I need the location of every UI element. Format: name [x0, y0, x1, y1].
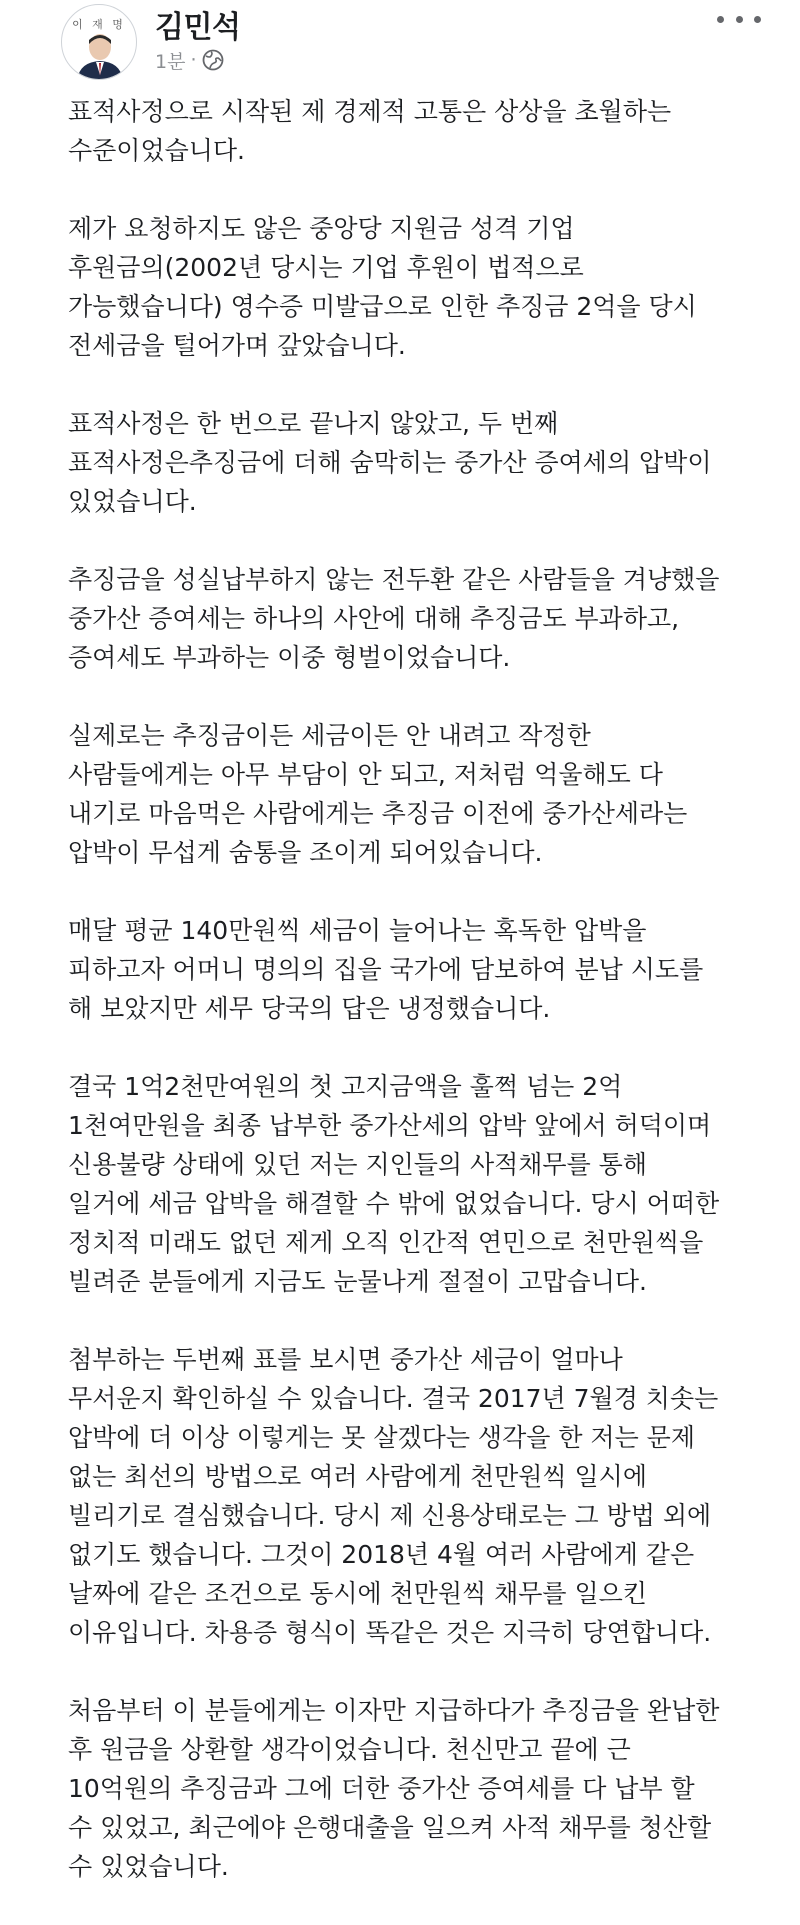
post-paragraph	[68, 404, 768, 521]
post-body	[68, 92, 768, 1925]
post-paragraph	[68, 560, 768, 677]
paragraph-line: 무서운지 확인하실 수 있습니다. 결국 2017년 7월경 치솟는	[68, 1384, 719, 1413]
paragraph-line: 제가 요청하지도 않은 중앙당 지원금 성격 기업	[68, 214, 575, 243]
paragraph-line: 중가산 증여세는 하나의 사안에 대해 추징금도 부과하고,	[68, 604, 680, 633]
paragraph-line: 첨부하는 두번째 표를 보시면 중가산 세금이 얼마나	[68, 1345, 623, 1374]
post-meta	[155, 47, 224, 73]
paragraph-line: 압박이 무섭게 숨통을 조이게 되어있습니다.	[68, 838, 543, 867]
paragraph-line: 결국 1억2천만여원의 첫 고지금액을 훌쩍 넘는 2억	[68, 1072, 623, 1101]
globe-icon[interactable]	[202, 49, 224, 71]
post-paragraph	[68, 911, 768, 1028]
paragraph-line: 10억원의 추징금과 그에 더한 중가산 증여세를 다 납부 할	[68, 1774, 695, 1803]
post-paragraph	[68, 209, 768, 365]
paragraph-line: 1천여만원을 최종 납부한 중가산세의 압박 앞에서 허덕이며	[68, 1111, 712, 1140]
paragraph-line: 처음부터 이 분들에게는 이자만 지급하다가 추징금을 완납한	[68, 1696, 720, 1725]
paragraph-line: 일거에 세금 압박을 해결할 수 밖에 없었습니다. 당시 어떠한	[68, 1189, 720, 1218]
paragraph-line: 내기로 마음먹은 사람에게는 추징금 이전에 중가산세라는	[68, 799, 688, 828]
paragraph-line: 날짜에 같은 조건으로 동시에 천만원씩 채무를 일으킨	[68, 1579, 647, 1608]
post-header	[0, 0, 800, 78]
paragraph-line: 수 있었고, 최근에야 은행대출을 일으켜 사적 채무를 청산할	[68, 1813, 712, 1842]
paragraph-line: 없는 최선의 방법으로 여러 사람에게 천만원씩 일시에	[68, 1462, 647, 1491]
paragraph-line: 이유입니다. 차용증 형식이 똑같은 것은 지극히 당연합니다.	[68, 1618, 712, 1647]
paragraph-line: 전세금을 털어가며 갚았습니다.	[68, 331, 406, 360]
profile-photo	[75, 31, 125, 80]
post-paragraph	[68, 1340, 768, 1652]
author-name[interactable]: 김민석	[155, 10, 241, 45]
paragraph-line: 해 보았지만 세무 당국의 답은 냉정했습니다.	[68, 994, 551, 1023]
paragraph-line: 신용불량 상태에 있던 저는 지인들의 사적채무를 통해	[68, 1150, 647, 1179]
paragraph-line: 수준이었습니다.	[68, 136, 245, 165]
paragraph-line: 가능했습니다) 영수증 미발급으로 인한 추징금 2억을 당시	[68, 292, 697, 321]
avatar-caption: 이 재 명	[72, 18, 126, 31]
paragraph-line: 실제로는 추징금이든 세금이든 안 내려고 작정한	[68, 721, 591, 750]
paragraph-line: 사람들에게는 아무 부담이 안 되고, 저처럼 억울해도 다	[68, 760, 663, 789]
more-options-icon[interactable]	[717, 8, 761, 30]
paragraph-line: 표적사정은 한 번으로 끝나지 않았고, 두 번째	[68, 409, 559, 438]
paragraph-line: 증여세도 부과하는 이중 형벌이었습니다.	[68, 643, 511, 672]
paragraph-line: 표적사정으로 시작된 제 경제적 고통은 상상을 초월하는	[68, 97, 672, 126]
post-paragraph	[68, 92, 768, 170]
paragraph-line: 있었습니다.	[68, 487, 197, 516]
post-paragraph	[68, 1691, 768, 1886]
paragraph-line: 정치적 미래도 없던 제게 오직 인간적 연민으로 천만원씩을	[68, 1228, 704, 1257]
paragraph-line: 빌려준 분들에게 지금도 눈물나게 절절이 고맙습니다.	[68, 1267, 647, 1296]
paragraph-line: 표적사정은추징금에 더해 숨막히는 중가산 증여세의 압박이	[68, 448, 712, 477]
paragraph-line: 수 있었습니다.	[68, 1852, 229, 1881]
paragraph-line: 매달 평균 140만원씩 세금이 늘어나는 혹독한 압박을	[68, 916, 647, 945]
paragraph-line: 피하고자 어머니 명의의 집을 국가에 담보하여 분납 시도를	[68, 955, 704, 984]
post-timestamp[interactable]: 1분	[155, 50, 186, 73]
paragraph-line: 후원금의(2002년 당시는 기업 후원이 법적으로	[68, 253, 584, 282]
avatar[interactable]	[61, 4, 137, 80]
paragraph-line: 빌리기로 결심했습니다. 당시 제 신용상태로는 그 방법 외에	[68, 1501, 712, 1530]
paragraph-line: 추징금을 성실납부하지 않는 전두환 같은 사람들을 겨냥했을	[68, 565, 720, 594]
post-paragraph	[68, 716, 768, 872]
paragraph-line: 없기도 했습니다. 그것이 2018년 4월 여러 사람에게 같은	[68, 1540, 695, 1569]
post-paragraph	[68, 1067, 768, 1301]
paragraph-line: 압박에 더 이상 이렇게는 못 살겠다는 생각을 한 저는 문제	[68, 1423, 695, 1452]
paragraph-line: 후 원금을 상환할 생각이었습니다. 천신만고 끝에 근	[68, 1735, 631, 1764]
meta-separator: ·	[190, 49, 197, 71]
